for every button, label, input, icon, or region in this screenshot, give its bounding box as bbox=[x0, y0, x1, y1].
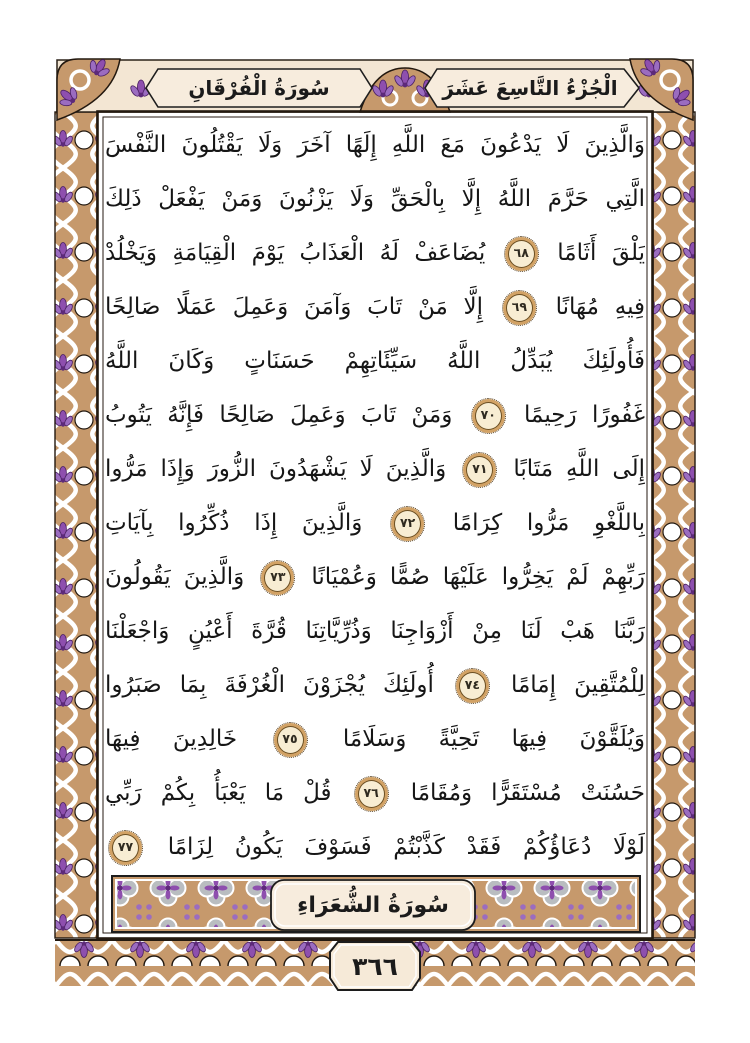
quran-line bbox=[105, 766, 645, 820]
quran-line bbox=[105, 388, 645, 442]
ayah-number-medallion: ٧١ bbox=[466, 456, 493, 484]
quran-line bbox=[105, 550, 645, 604]
next-surah-banner-title: سُورَةُ الشُّعَرَاءِ bbox=[297, 893, 449, 918]
ayah-text: وَيُلَقَّوْنَ فِيهَا تَحِيَّةً وَسَلَامًا bbox=[342, 726, 645, 752]
ayah-text: رَبَّنَا هَبْ لَنَا مِنْ أَزْوَاجِنَا وَذُرِّيَّاتِنَا قُرَّةَ أَعْيُنٍ وَاجْعَلْنَا bbox=[105, 618, 645, 644]
ayah-text: الَّتِي حَرَّمَ اللَّهُ إِلَّا بِالْحَقِّ وَلَا يَزْنُونَ وَمَنْ يَفْعَلْ ذَلِكَ bbox=[105, 186, 645, 212]
ayah-text: فَأُولَئِكَ يُبَدِّلُ اللَّهُ سَيِّئَاتِهِمْ حَسَنَاتٍ وَكَانَ اللَّهُ bbox=[105, 348, 645, 374]
quran-text-block bbox=[105, 118, 645, 874]
ayah-text: لِلْمُتَّقِينَ إِمَامًا bbox=[510, 672, 645, 698]
ayah-text: لَوْلَا دُعَاؤُكُمْ فَقَدْ كَذَّبْتُمْ فَسَوْفَ يَكُونُ لِزَامًا bbox=[167, 834, 645, 860]
quran-line bbox=[105, 820, 645, 874]
ayah-number-medallion: ٦٩ bbox=[506, 294, 533, 322]
ayah-text: وَمَنْ تَابَ وَعَمِلَ صَالِحًا فَإِنَّهُ يَتُوبُ bbox=[105, 402, 453, 428]
ayah-number-medallion: ٧٥ bbox=[277, 726, 304, 754]
ayah-text: وَالَّذِينَ إِذَا ذُكِّرُوا بِآيَاتِ bbox=[105, 510, 363, 536]
quran-line bbox=[105, 334, 645, 388]
ayah-number-medallion: ٧٧ bbox=[112, 834, 139, 862]
ayah-text: فِيهِ مُهَانًا bbox=[555, 294, 645, 320]
quran-line bbox=[105, 280, 645, 334]
ayah-number-medallion: ٧٤ bbox=[459, 672, 486, 700]
ayah-text: وَالَّذِينَ لَا يَشْهَدُونَ الزُّورَ وَإِذَا مَرُّوا bbox=[105, 456, 447, 482]
ayah-text: بِاللَّغْوِ مَرُّوا كِرَامًا bbox=[452, 510, 645, 536]
quran-line bbox=[105, 172, 645, 226]
quran-line bbox=[105, 496, 645, 550]
ayah-text: يُضَاعَفْ لَهُ الْعَذَابُ يَوْمَ الْقِيَامَةِ وَيَخْلُدْ bbox=[105, 240, 486, 266]
quran-line bbox=[105, 226, 645, 280]
ayah-text: غَفُورًا رَحِيمًا bbox=[524, 402, 645, 428]
quran-line bbox=[105, 118, 645, 172]
surah-title: سُورَةُ الْفُرْقَانِ bbox=[188, 76, 330, 100]
ayah-text: حَسُنَتْ مُسْتَقَرًّا وَمُقَامًا bbox=[410, 780, 645, 806]
ayah-number-medallion: ٦٨ bbox=[508, 240, 535, 268]
ayah-number-medallion: ٧٦ bbox=[358, 780, 385, 808]
ayah-number-medallion: ٧٠ bbox=[475, 402, 502, 430]
left-border-ornament bbox=[55, 112, 97, 938]
ayah-number-medallion: ٧٢ bbox=[394, 510, 421, 538]
ayah-number-medallion: ٧٣ bbox=[264, 564, 291, 592]
ayah-text: يَلْقَ أَثَامًا bbox=[557, 240, 645, 266]
juz-title: الْجُزْءُ التَّاسِعَ عَشَرَ bbox=[442, 76, 618, 100]
ayah-text: خَالِدِينَ فِيهَا bbox=[105, 726, 238, 752]
ayah-text: قُلْ مَا يَعْبَأُ بِكُمْ رَبِّي bbox=[105, 780, 332, 806]
ayah-text: أُولَئِكَ يُجْزَوْنَ الْغُرْفَةَ بِمَا صَبَرُوا bbox=[105, 672, 434, 698]
quran-line bbox=[105, 442, 645, 496]
quran-line bbox=[105, 712, 645, 766]
page-number: ٣٦٦ bbox=[352, 951, 398, 981]
ayah-text: إِلَى اللَّهِ مَتَابًا bbox=[513, 456, 645, 482]
ayah-text: إِلَّا مَنْ تَابَ وَآمَنَ وَعَمِلَ عَمَلًا صَالِحًا bbox=[105, 294, 484, 320]
ayah-text: رَبِّهِمْ لَمْ يَخِرُّوا عَلَيْهَا صُمًّا وَعُمْيَانًا bbox=[311, 564, 645, 590]
right-border-ornament bbox=[653, 112, 695, 938]
quran-line bbox=[105, 658, 645, 712]
ayah-text: وَالَّذِينَ لَا يَدْعُونَ مَعَ اللَّهِ إِلَهًا آخَرَ وَلَا يَقْتُلُونَ النَّفْسَ bbox=[105, 132, 645, 158]
quran-line bbox=[105, 604, 645, 658]
ayah-text: وَالَّذِينَ يَقُولُونَ bbox=[105, 564, 245, 590]
